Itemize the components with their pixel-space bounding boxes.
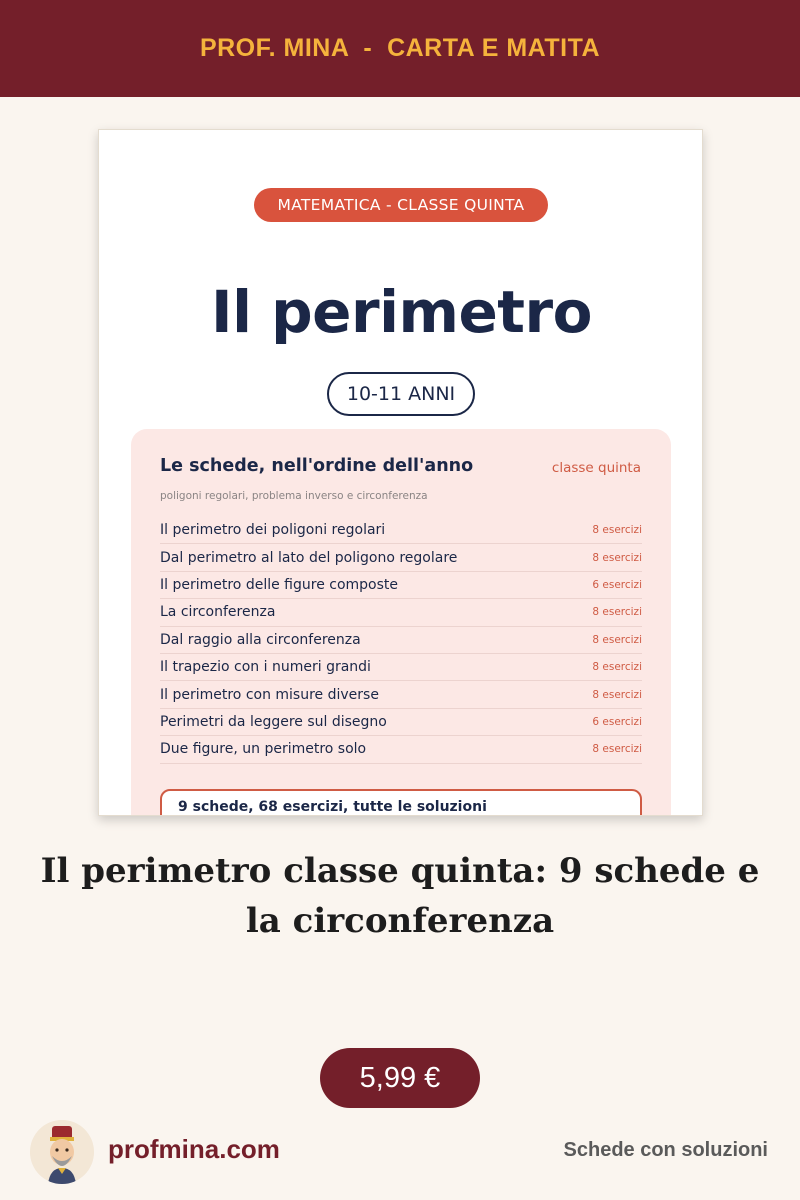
sheet-name: Il trapezio con i numeri grandi [160, 659, 371, 676]
sheet-name: Il perimetro con misure diverse [160, 686, 379, 703]
sheet-exercise-count: 8 esercizi [592, 743, 642, 756]
cover-title: Il perimetro [211, 278, 592, 346]
sheet-exercise-count: 8 esercizi [592, 661, 642, 674]
sheet-name: Due figure, un perimetro solo [160, 741, 367, 758]
sheet-exercise-count: 8 esercizi [592, 524, 642, 537]
age-badge: 10-11 ANNI [327, 372, 475, 416]
subject-badge: MATEMATICA - CLASSE QUINTA [254, 188, 548, 222]
sheet-row [160, 736, 642, 763]
sheet-row [160, 572, 642, 599]
price-button[interactable]: 5,99 € [320, 1048, 480, 1108]
summary-box [160, 789, 642, 816]
site-link[interactable]: profmina.com [108, 1134, 280, 1164]
sheet-name: Dal raggio alla circonferenza [160, 631, 361, 648]
sheet-name: Il perimetro dei poligoni regolari [160, 522, 386, 539]
product-cover-card[interactable] [98, 129, 703, 816]
sheet-row [160, 654, 642, 681]
footer-tagline: Schede con soluzioni [563, 1139, 768, 1161]
sheet-name: La circonferenza [160, 604, 276, 621]
sheet-row [160, 544, 642, 571]
panel-subtitle: poligoni regolari, problema inverso e circonferenza [160, 490, 428, 502]
product-headline[interactable]: Il perimetro classe quinta: 9 schede e la circonferenza [40, 851, 760, 941]
sheet-exercise-count: 6 esercizi [592, 715, 642, 728]
sheets-panel [131, 429, 671, 816]
top-banner [0, 0, 800, 97]
sheet-exercise-count: 8 esercizi [592, 633, 642, 646]
sheet-list [160, 517, 642, 764]
teacher-avatar-icon [30, 1120, 94, 1184]
sheet-row [160, 681, 642, 708]
sheet-row [160, 517, 642, 544]
sheet-row [160, 599, 642, 626]
sheet-name: Perimetri da leggere sul disegno [160, 713, 387, 730]
sheet-name: Il perimetro delle figure composte [160, 576, 398, 593]
sheet-exercise-count: 8 esercizi [592, 688, 642, 701]
sheet-exercise-count: 6 esercizi [592, 578, 642, 591]
sheet-row [160, 709, 642, 736]
summary-text: 9 schede, 68 esercizi, tutte le soluzioni [178, 799, 487, 815]
sheet-exercise-count: 8 esercizi [592, 606, 642, 619]
sheet-row [160, 627, 642, 654]
sheet-exercise-count: 8 esercizi [592, 551, 642, 564]
sheet-name: Dal perimetro al lato del poligono regolare [160, 549, 458, 566]
panel-heading: Le schede, nell'ordine dell'anno [160, 456, 474, 476]
panel-level-label: classe quinta [551, 460, 641, 476]
brand-title: PROF. MINA - CARTA E MATITA [199, 34, 601, 62]
